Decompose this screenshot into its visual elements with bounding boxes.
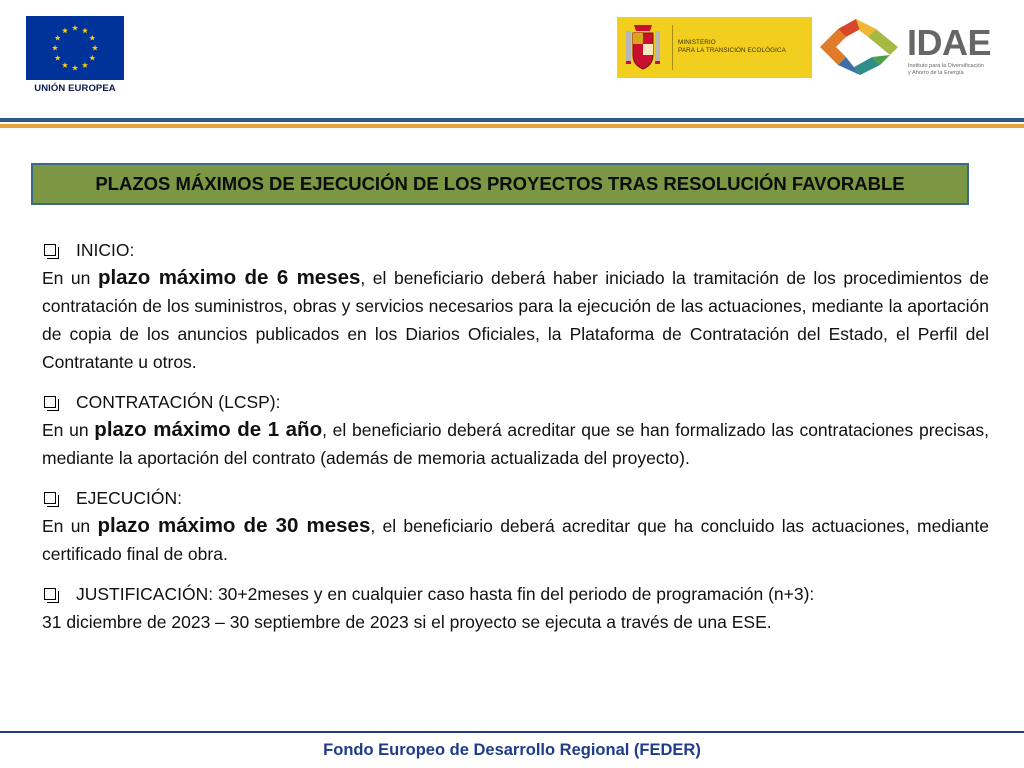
section-heading-text: JUSTIFICACIÓN: 30+2meses y en cualquier caso hasta fin del periodo de programación (n+3):	[76, 584, 815, 604]
idae-logo	[816, 15, 994, 79]
header-rule-orange	[0, 124, 1024, 128]
coat-of-arms-icon	[623, 21, 663, 73]
deadline-highlight: plazo máximo de 6 meses	[97, 266, 361, 289]
ministry-line-2: PARA LA TRANSICIÓN ECOLÓGICA	[678, 47, 786, 54]
checkbox-bullet-icon	[44, 396, 56, 408]
section-paragraph	[42, 512, 989, 568]
idae-subtitle	[908, 63, 984, 77]
content-body	[42, 236, 989, 648]
checkbox-bullet-icon	[44, 244, 56, 256]
ministry-separator	[672, 25, 673, 70]
section-heading	[42, 580, 989, 608]
section-paragraph	[42, 416, 989, 472]
section-inicio	[42, 236, 989, 376]
paragraph-lead: En un	[42, 516, 98, 536]
idae-wordmark: IDAE	[907, 22, 992, 63]
ministry-line-1: MINISTERIO	[678, 39, 716, 46]
section-heading-text: EJECUCIÓN:	[76, 488, 182, 508]
paragraph-body: , el beneficiario deberá acreditar que ha concluido las actuaciones, mediante certificado final de obra.	[42, 516, 989, 564]
eu-flag-icon	[26, 16, 124, 80]
paragraph-lead: En un	[42, 420, 95, 440]
idae-subtitle-line-2: y Ahorro de la Energía	[908, 70, 964, 76]
section-heading	[42, 388, 989, 416]
title-banner	[31, 163, 969, 205]
paragraph-body: , el beneficiario deberá haber iniciado la tramitación de los procedimientos de contratación de los suministros, obras y servicios necesarios para la ejecución de las actuaciones, mediante la aportación de copia de los anuncios publicados en los Diarios Oficiales, la Plataforma de Contratación del Estado, el Perfil del Contratante u otros.	[42, 268, 989, 372]
section-heading-text: INICIO:	[76, 240, 135, 260]
checkbox-bullet-icon	[44, 588, 56, 600]
eu-logo	[26, 16, 124, 94]
header-divider	[0, 118, 1024, 128]
page-title: PLAZOS MÁXIMOS DE EJECUCIÓN DE LOS PROYECTOS TRAS RESOLUCIÓN FAVORABLE	[95, 173, 905, 194]
ministry-name	[678, 39, 786, 55]
footer-label: Fondo Europeo de Desarrollo Regional (FEDER)	[323, 741, 701, 759]
deadline-highlight: plazo máximo de 1 año	[94, 418, 323, 441]
checkbox-bullet-icon	[44, 492, 56, 504]
ministry-logo	[617, 17, 812, 78]
justification-dates: 31 diciembre de 2023 – 30 septiembre de 2023 si el proyecto se ejecuta a través de una ESE.	[42, 612, 772, 632]
eu-label: UNIÓN EUROPEA	[34, 83, 116, 94]
section-paragraph	[42, 264, 989, 376]
paragraph-body: , el beneficiario deberá acreditar que se han formalizado las contrataciones precisas, mediante la aportación del contrato (además de memoria actualizada del proyecto).	[42, 420, 990, 468]
section-heading	[42, 236, 989, 264]
section-contratacion	[42, 388, 989, 472]
section-justificacion	[42, 580, 989, 636]
deadline-highlight: plazo máximo de 30 meses	[97, 514, 371, 537]
section-ejecucion	[42, 484, 989, 568]
idae-subtitle-line-1: Instituto para la Diversificación	[908, 63, 984, 69]
paragraph-lead: En un	[42, 268, 98, 288]
section-heading	[42, 484, 989, 512]
section-heading-text: CONTRATACIÓN (LCSP):	[76, 392, 281, 412]
idae-mark-icon	[816, 17, 902, 77]
footer-divider	[0, 731, 1024, 733]
